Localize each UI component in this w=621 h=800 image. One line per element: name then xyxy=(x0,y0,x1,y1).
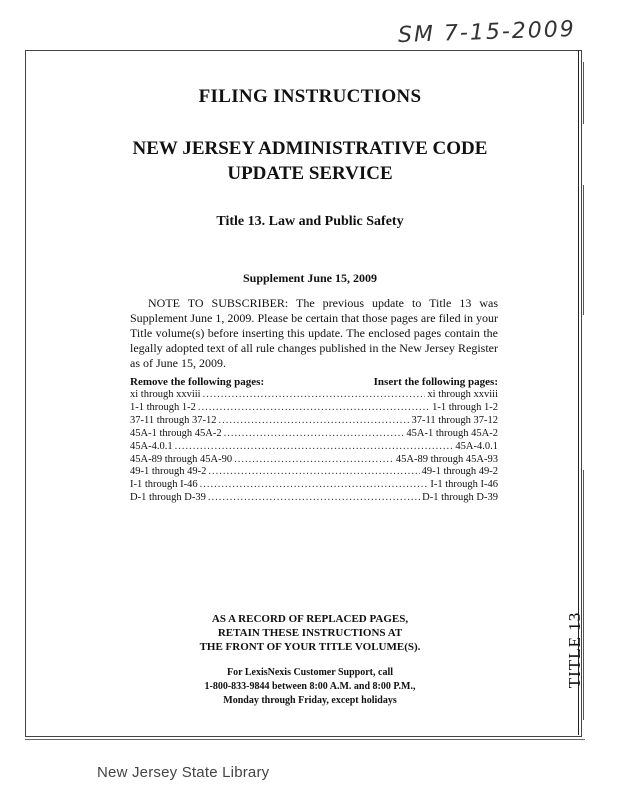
list-item xyxy=(130,466,498,479)
list-header xyxy=(130,376,498,389)
page-title: FILING INSTRUCTIONS xyxy=(198,86,422,107)
leader-dots xyxy=(219,415,410,428)
insert-pages: 49-1 through 49-2 xyxy=(421,466,498,478)
list-item xyxy=(130,402,498,415)
insert-pages: I-1 through I-46 xyxy=(430,479,498,491)
list-item xyxy=(130,428,498,441)
record-line: RETAIN THESE INSTRUCTIONS AT xyxy=(217,627,403,639)
insert-pages: 45A-4.0.1 xyxy=(455,440,498,452)
remove-pages: 1-1 through 1-2 xyxy=(130,401,196,413)
list-item xyxy=(130,454,498,467)
remove-pages: xi through xxviii xyxy=(130,389,201,400)
remove-pages: 37-11 through 37-12 xyxy=(130,414,217,426)
code-name xyxy=(110,136,510,186)
leader-dots xyxy=(224,428,405,441)
leader-dots xyxy=(208,492,420,505)
remove-header: Remove the following pages: xyxy=(130,376,265,388)
supplement-date: Supplement June 15, 2009 xyxy=(242,271,378,285)
leader-dots xyxy=(175,441,454,454)
remove-pages: 45A-4.0.1 xyxy=(130,440,173,452)
support-line: For LexisNexis Customer Support, call xyxy=(226,667,393,678)
library-stamp: New Jersey State Library xyxy=(97,764,270,781)
insert-pages: 37-11 through 37-12 xyxy=(411,414,498,426)
title-tab-label: TITLE 13 xyxy=(565,611,584,689)
page-replacement-list xyxy=(130,376,498,505)
tab-edge-line xyxy=(583,185,584,315)
list-item xyxy=(130,389,498,402)
leader-dots xyxy=(208,466,419,479)
list-item xyxy=(130,441,498,454)
list-item xyxy=(130,492,498,505)
remove-pages: 45A-1 through 45A-2 xyxy=(130,427,222,439)
insert-pages: xi through xxviii xyxy=(427,389,498,400)
support-line: 1-800-833-9844 between 8:00 A.M. and 8:00 P.M., xyxy=(204,681,416,692)
support-line: Monday through Friday, except holidays xyxy=(223,695,397,706)
customer-support-info xyxy=(110,666,510,708)
record-retention-notice xyxy=(110,612,510,654)
leader-dots xyxy=(200,479,429,492)
list-item xyxy=(130,479,498,492)
code-name-line: UPDATE SERVICE xyxy=(227,163,393,184)
insert-pages: 45A-89 through 45A-93 xyxy=(395,453,498,465)
insert-header: Insert the following pages: xyxy=(373,376,498,388)
remove-pages: D-1 through D-39 xyxy=(130,492,206,504)
bottom-rule xyxy=(25,739,585,740)
list-item xyxy=(130,415,498,428)
remove-pages: 49-1 through 49-2 xyxy=(130,466,207,478)
insert-pages: 1-1 through 1-2 xyxy=(432,401,498,413)
record-line: AS A RECORD OF REPLACED PAGES, xyxy=(211,613,409,625)
tab-edge-line xyxy=(583,62,584,124)
leader-dots xyxy=(234,454,394,467)
title-subtitle: Title 13. Law and Public Safety xyxy=(216,214,404,229)
remove-pages: I-1 through I-46 xyxy=(130,479,198,491)
leader-dots xyxy=(203,389,426,402)
record-line: THE FRONT OF YOUR TITLE VOLUME(S). xyxy=(199,641,421,653)
insert-pages: 45A-1 through 45A-2 xyxy=(406,427,498,439)
leader-dots xyxy=(198,402,430,415)
remove-pages: 45A-89 through 45A-90 xyxy=(130,453,233,465)
insert-pages: D-1 through D-39 xyxy=(422,492,498,504)
code-name-line: NEW JERSEY ADMINISTRATIVE CODE xyxy=(132,138,488,159)
handwritten-annotation: SM 7-15-2009 xyxy=(397,16,577,49)
subscriber-note: NOTE TO SUBSCRIBER: The previous update to Title 13 was Supplement June 1, 2009. Please be certain that those pages are filed in your Title volume(s) before inserting this update. The enclosed pages contain the legally adopted text of all rule changes published in the New Jersey Register as of June 15, 2009. xyxy=(130,296,498,370)
